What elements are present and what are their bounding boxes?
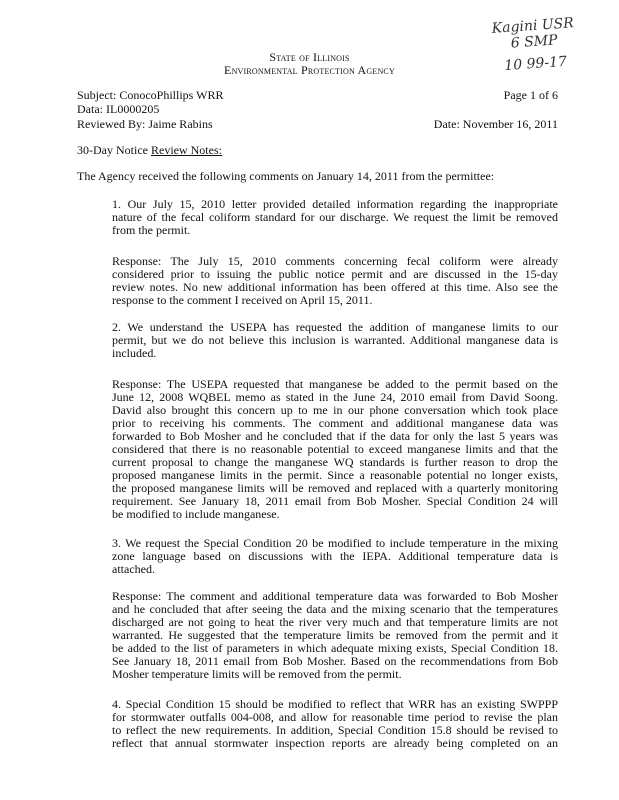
- data-line: Data: IL0000205: [77, 102, 160, 116]
- document-date: Date: November 16, 2011: [433, 117, 558, 131]
- paragraph-line: 1. Our July 15, 2010 letter provided detailed information regarding the inappropriate: [112, 198, 558, 211]
- comment-paragraph: [112, 698, 558, 750]
- paragraph-line: permit, but we do not believe this inclusion is warranted. Additional manganese data is: [112, 334, 558, 347]
- paragraph-line: forwarded to Bob Mosher and he concluded that if the data for only the last 5 years was: [112, 430, 558, 443]
- paragraph-line: Mosher temperature limits will be removed from the permit.: [112, 668, 402, 681]
- agency-state: State of Illinois: [269, 50, 350, 64]
- comment-paragraph: [112, 537, 558, 576]
- paragraph-line: review notes. No new additional information has been offered at this time. Also see the: [112, 281, 558, 294]
- paragraph-line: Response: The comment and additional temperature data was forwarded to Bob Mosher: [112, 590, 558, 603]
- paragraph-line: discharged are not going to heat the river very much and that temperature limits are not: [112, 616, 558, 629]
- paragraph-line: considered that there is no reasonable potential to exceed manganese limits and that the: [112, 443, 558, 456]
- section-title: [77, 144, 222, 157]
- paragraph-line: be modified to include manganese.: [112, 508, 280, 521]
- paragraph-line: nature of the fecal coliform standard for our discharge. We request the limit be removed: [112, 211, 558, 224]
- response-paragraph: [112, 255, 558, 307]
- paragraph-line: 3. We request the Special Condition 20 be modified to include temperature in the mixing: [112, 537, 558, 550]
- subject-line: Subject: ConocoPhillips WRR: [77, 88, 224, 102]
- paragraph-line: zone language based on discussions with the IEPA. Additional temperature data is: [112, 550, 558, 563]
- handwritten-line: 10 99-17: [503, 53, 568, 75]
- paragraph-line: Response: The July 15, 2010 comments concerning fecal coliform were already: [112, 255, 558, 268]
- handwritten-line: 6 SMP: [510, 32, 558, 52]
- paragraph-line: to reflect the new requirements. In addition, Special Condition 15.8 should be revised to: [112, 724, 558, 737]
- paragraph-line: current proposal to change the manganese WQ standards is further reason to drop the: [112, 456, 558, 469]
- paragraph-line: the proposed manganese limits will be removed and replaced with a quarterly monitoring: [112, 482, 558, 495]
- paragraph-line: June 12, 2008 WQBEL memo as stated in the June 24, 2010 email from David Soong.: [112, 391, 558, 404]
- paragraph-line: and he concluded that after seeing the data and the mixing scenario that the temperatures: [112, 603, 558, 616]
- response-paragraph: [112, 590, 558, 681]
- comment-paragraph: [112, 321, 558, 360]
- comment-paragraph: [112, 198, 558, 237]
- page-number: Page 1 of 6: [503, 88, 558, 102]
- paragraph-line: proposed manganese limits in the permit. Since a reasonable potential no longer exists,: [112, 469, 558, 482]
- section-title-underlined: Review Notes:: [150, 143, 222, 157]
- paragraph-line: for stormwater outfalls 004-008, and allow for reasonable time period to revise the plan: [112, 711, 558, 724]
- intro-text: The Agency received the following comments on January 14, 2011 from the permittee:: [77, 169, 495, 183]
- paragraph-line: 2. We understand the USEPA has requested the addition of manganese limits to our: [112, 321, 558, 334]
- paragraph-line: requirement. See January 18, 2011 email from Bob Mosher. Special Condition 24 will: [112, 495, 558, 508]
- paragraph-line: Response: The USEPA requested that manganese be added to the permit based on the: [112, 378, 558, 391]
- section-title-prefix: 30-Day Notice: [77, 143, 151, 157]
- paragraph-line: from the permit.: [112, 224, 191, 237]
- paragraph-line: response to the comment I received on April 15, 2011.: [112, 294, 373, 307]
- paragraph-line: See January 18, 2011 email from Bob Mosher. Based on the recommendations from Bob: [112, 655, 558, 668]
- response-paragraph: [112, 378, 558, 521]
- paragraph-line: reflect that annual stormwater inspection reports are already being completed on an: [112, 737, 558, 750]
- paragraph-line: David also brought this concern up to me in our phone conversation which took place: [112, 404, 558, 417]
- paragraph-line: attached.: [112, 563, 155, 576]
- paragraph-line: 4. Special Condition 15 should be modified to reflect that WRR has an existing SWPPP: [112, 698, 558, 711]
- paragraph-line: prior to receiving his comments. The comment and additional manganese data was: [112, 417, 558, 430]
- paragraph-line: warranted. He suggested that the temperature limits be removed from the permit and it: [112, 629, 558, 642]
- paragraph-line: be added to the list of parameters in which adequate mixing exists, Special Condition 18.: [112, 642, 558, 655]
- paragraph-line: considered prior to issuing the public notice permit and are discussed in the 15-day: [112, 268, 558, 281]
- paragraph-line: included.: [112, 347, 157, 360]
- handwritten-line: Kagini USR: [491, 15, 575, 37]
- reviewed-by-line: Reviewed By: Jaime Rabins: [77, 117, 213, 131]
- agency-name: Environmental Protection Agency: [224, 63, 395, 77]
